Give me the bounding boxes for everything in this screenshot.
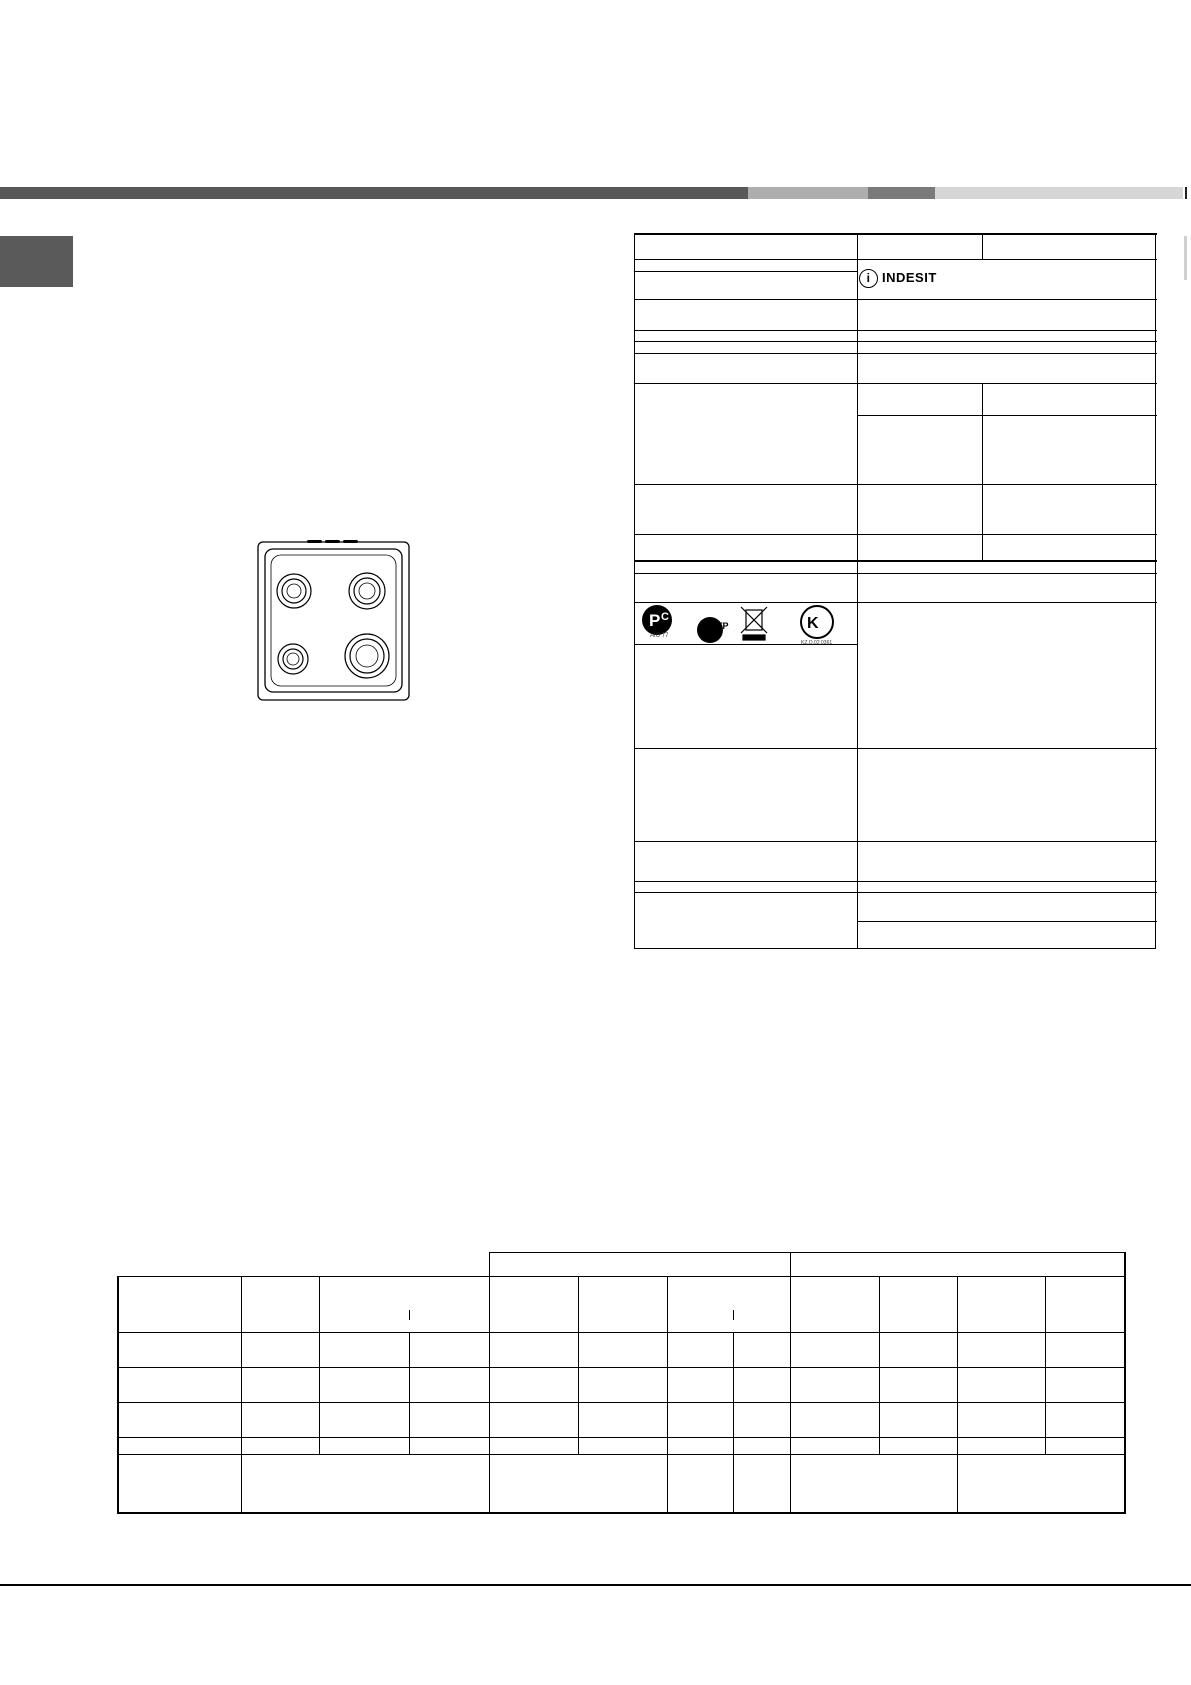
hob-top-plate [265,549,402,692]
svg-text:TP: TP [717,621,729,631]
header-bar [0,187,1191,199]
svg-text:K: K [807,615,819,632]
burner-front-right [345,634,389,678]
spec-table [634,233,1156,949]
burner-front-left [278,644,308,674]
weee-bin-icon [741,607,767,640]
eac-mark-icon [697,617,729,643]
gost-r-mark-icon [642,605,672,635]
svg-text:C: C [661,611,669,623]
brand-logo [859,269,937,288]
kz-mark-code: KZ.O.02.0361 [801,640,833,646]
header-bar-segment-light [748,187,868,199]
gas-table [117,1252,1125,1514]
header-bar-segment-mid [868,187,935,199]
footer-rule [0,1584,1191,1586]
hob-diagram [255,538,413,704]
header-bar-segment-dark [0,187,748,199]
hob-outer-frame [258,542,409,700]
burner-rear-right [349,573,385,609]
kz-mark-icon [801,606,833,638]
svg-text:P: P [649,611,661,630]
brand-name: INDESIT [882,269,937,285]
header-bar-segment-pale [935,187,1183,199]
edge-mark [1184,236,1187,280]
header-bar-end-tick [1185,187,1187,199]
hob-vent-slots [307,540,358,543]
brand-logo-icon: i [859,269,878,288]
gost-mark-code: AЮ 77 [650,633,669,639]
burner-rear-left [277,574,311,608]
language-tab [0,236,73,287]
certification-badges [637,604,855,644]
